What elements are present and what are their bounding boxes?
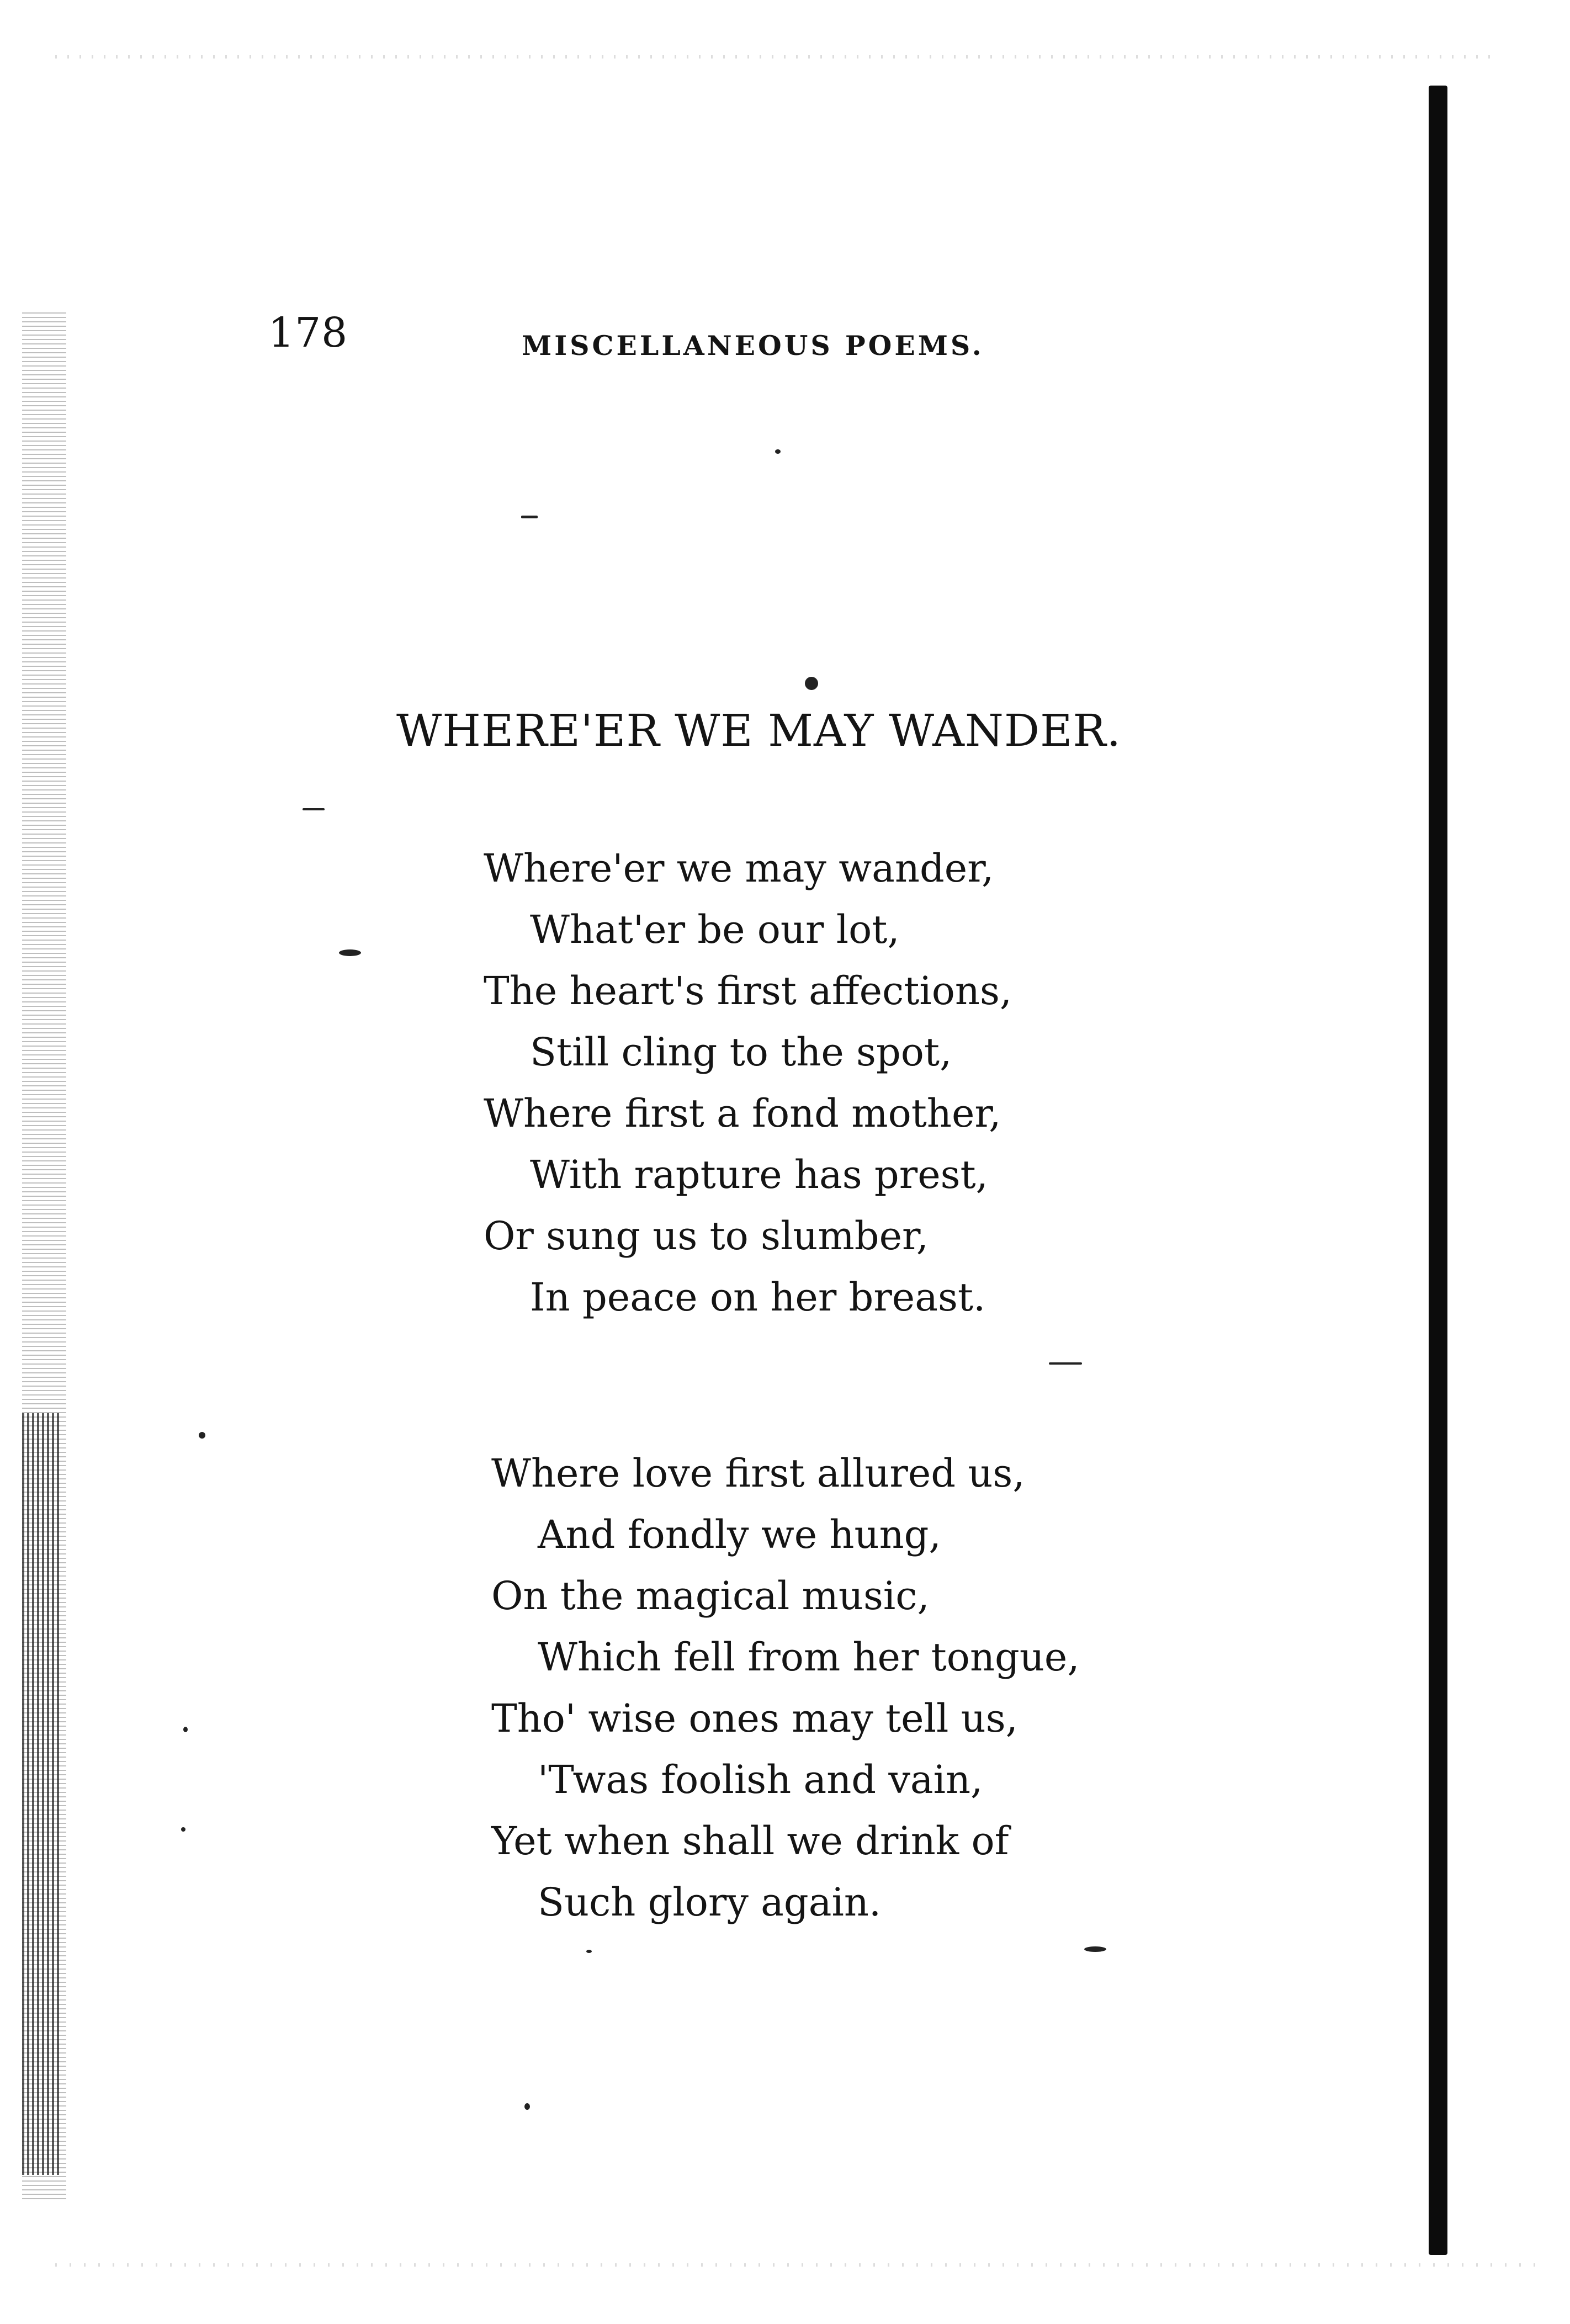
ink-speck	[339, 949, 361, 956]
verse-line: Tho' wise ones may tell us,	[491, 1696, 1018, 1741]
verse-line: Still cling to the spot,	[530, 1030, 952, 1075]
ink-speck	[521, 516, 538, 518]
verse-line: Where first a fond mother,	[484, 1091, 1001, 1136]
ink-speck	[199, 1432, 205, 1439]
verse-line: With rapture has prest,	[530, 1152, 988, 1197]
page-number: 178	[268, 309, 348, 357]
ink-speck	[181, 1827, 185, 1832]
running-head: MISCELLANEOUS POEMS.	[522, 330, 984, 362]
verse-line: And fondly we hung,	[538, 1512, 941, 1557]
stanza	[484, 838, 1012, 1328]
ink-speck	[524, 2103, 530, 2110]
verse-line: Or sung us to slumber,	[484, 1213, 929, 1259]
verse-line: Such glory again.	[538, 1880, 882, 1925]
verse-line: On the magical music,	[491, 1573, 930, 1619]
scan-noise-bottom	[55, 2263, 1546, 2267]
ink-speck	[1084, 1946, 1106, 1952]
verse-line: Where'er we may wander,	[484, 846, 994, 891]
binding-edge	[22, 1413, 61, 2175]
ink-speck	[183, 1727, 188, 1732]
ink-speck	[303, 808, 325, 810]
ink-speck	[586, 1950, 592, 1953]
verse-line: What'er be our lot,	[530, 907, 900, 952]
ink-speck	[775, 449, 781, 454]
verse-line: 'Twas foolish and vain,	[538, 1757, 983, 1802]
scan-noise-top	[55, 55, 1491, 59]
verse-line: Yet when shall we drink of	[491, 1818, 1009, 1864]
ink-speck	[1049, 1362, 1082, 1365]
page-edge-shadow	[1429, 86, 1447, 2255]
poem-title: WHERE'ER WE MAY WANDER.	[396, 705, 1122, 756]
verse-line: In peace on her breast.	[530, 1275, 986, 1320]
verse-line: Which fell from her tongue,	[538, 1635, 1080, 1680]
ink-speck	[805, 677, 818, 690]
verse-line: Where love first allured us,	[491, 1451, 1025, 1496]
stanza	[491, 1443, 1080, 1933]
verse-line: The heart's first affections,	[484, 968, 1012, 1014]
